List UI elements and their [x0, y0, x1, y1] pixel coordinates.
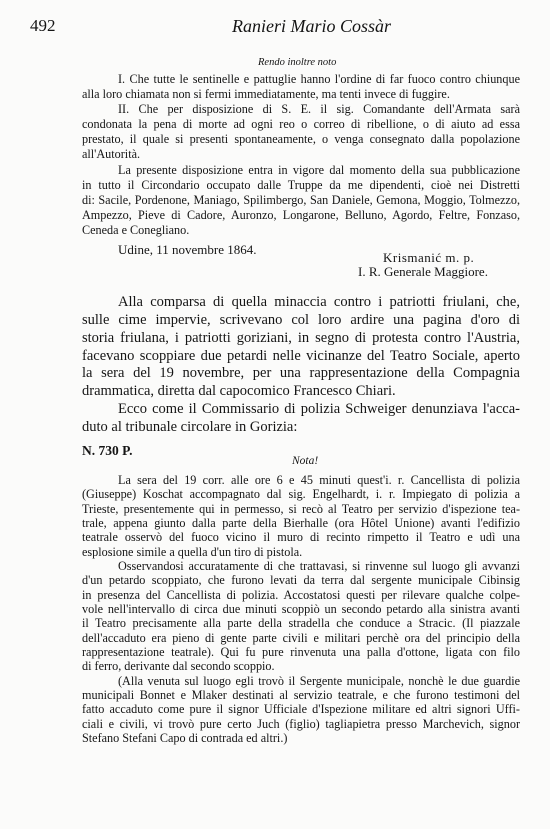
running-title: Ranieri Mario Cossàr — [232, 16, 392, 36]
text-line: Trieste, presentemente qui in permesso, si recò al Teatro per servizio d'ispezione tea- — [82, 501, 520, 516]
text-line: sulle cime impervie, scrivevano col loro ardire una pagina d'oro di — [82, 311, 520, 328]
text-line: trale, appena giunto dalla parte della Bierhalle (ora Hôtel Unione) avanti l'edifizio — [82, 515, 520, 530]
report-heading: Nota! — [292, 455, 319, 467]
paragraph — [82, 163, 520, 238]
text-line: di: Sacile, Pordenone, Maniago, Spilimbergo, San Daniele, Gemona, Moggio, Tolmezzo, — [82, 192, 520, 207]
text-line: teatrale osservò del fuoco vicino il muro di recinto rimpetto il Teatro e udì una — [82, 530, 520, 545]
text-line: d'un petardo scoppiato, che furono levati da terra dal sergente municipale Cibinsig — [82, 573, 520, 588]
signature-name: Krismanić m. p. — [383, 250, 475, 265]
text-line: Ceneda e Conegliano. — [82, 222, 190, 237]
paragraph — [82, 72, 520, 102]
report-body — [82, 473, 520, 745]
text-line: prestato, il quale si presenti spontaneamente, o venga consegnato dalla popolazione — [82, 132, 520, 147]
signature-place-date: Udine, 11 novembre 1864. — [118, 242, 257, 257]
text-line: II. Che per disposizione di S. E. il sig. Comandante dell'Armata sarà — [118, 102, 520, 117]
text-line: fatto accaduto come pure il signor Ufficiale d'Ispezione militare ed altri signori Uffi- — [82, 702, 520, 717]
text-line: La presente disposizione entra in vigore dal momento della sua pubblicazione — [118, 162, 520, 177]
text-line: condonata la pena di morte ad ogni reo o correo di ribellione, o di aiuto ad essa — [82, 117, 520, 132]
text-line: storia friulana, i patriotti goriziani, in segno di protesta contro l'Austria, — [82, 329, 520, 346]
text-line: (Giuseppe) Koschat accompagnato dal sig. Engelhardt, i. r. Impiegato di polizia a — [82, 487, 520, 502]
text-line: il Teatro precisamente alla parte della stradella che conduce a Stracic. (Il piazzale — [82, 616, 520, 631]
text-line: in presenza del Cancellista di polizia. Accostatosi questi per rilevare qualche colpe- — [82, 587, 520, 602]
text-line: ciali e civili, vi trovò pure certo Juch (figlio) tagliapietra presso Marchevich, signor — [82, 716, 520, 731]
text-line: dell'accaduto era pieno di gente parte civili e militari perchè ora del principio della — [82, 630, 520, 645]
text-line: duto al tribunale circolare in Gorizia: — [82, 419, 298, 436]
text-line: I. Che tutte le sentinelle e pattuglie hanno l'ordine di far fuoco contro chiunque — [118, 72, 520, 86]
proclamation-body — [82, 72, 520, 238]
text-line: La sera del 19 corr. alle ore 6 e 45 minuti quest'i. r. Cancellista di polizia — [118, 473, 520, 487]
text-line: Alla comparsa di quella minaccia contro i patriotti friulani, che, — [118, 294, 520, 310]
text-line: (Alla venuta sul luogo egli trovò il Sergente municipale, nonchè le due guardie — [118, 673, 520, 688]
paragraph — [82, 674, 520, 746]
paragraph — [82, 102, 520, 162]
text-line: all'Autorità. — [82, 147, 141, 162]
text-line: di ferro, derivante dal secondo scoppio. — [82, 659, 275, 674]
text-line: facevano scoppiare due petardi nelle vicinanze del Teatro Sociale, aperto — [82, 347, 520, 364]
narrative-body — [82, 294, 520, 437]
paragraph — [82, 559, 520, 674]
text-line: esplosione simile a quella d'un tiro di pistola. — [82, 544, 303, 559]
paragraph — [82, 473, 520, 559]
text-line: Ecco come il Commissario di polizia Schweiger denunziava l'acca- — [118, 401, 520, 418]
text-line: vole nell'intervallo di circa due minuti scoppiò un secondo petardo alla sinistra avanti — [82, 601, 520, 616]
paragraph — [82, 401, 520, 437]
page-number: 492 — [30, 16, 56, 35]
text-line: in tutto il Circondario occupato dalle Truppe da me dipendenti, cioè nei Distretti — [82, 177, 520, 192]
text-line: rappresentazione teatrale). Qui fu pure rinvenuta una palla d'ottone, ligata con filo — [82, 644, 520, 659]
text-line: la sera del 19 novembre, per una rappresentazione della Compagnia — [82, 365, 520, 382]
protocol-number: N. 730 P. — [82, 443, 133, 458]
signature-rank: I. R. Generale Maggiore. — [358, 264, 488, 279]
text-line: Stefano Stefani Capo di contrada ed altri.) — [82, 730, 288, 745]
text-line: alla loro chiamata non si fermi immediatamente, ma tenti invece di fuggire. — [82, 87, 450, 102]
proclamation-heading: Rendo inoltre noto — [258, 57, 337, 68]
paragraph — [82, 294, 520, 401]
text-line: municipali Bonnet e Mlaker destinati al servizio teatrale, e che furono testimoni del — [82, 687, 520, 702]
text-line: Osservandosi accuratamente di che trattavasi, si rinvenne sul luogo gli avvanzi — [118, 558, 520, 573]
text-line: Ampezzo, Pieve di Cadore, Auronzo, Longarone, Belluno, Agordo, Feltre, Fonzaso, — [82, 207, 520, 222]
text-line: drammatica, diretta dal capocomico Francesco Chiari. — [82, 383, 396, 400]
